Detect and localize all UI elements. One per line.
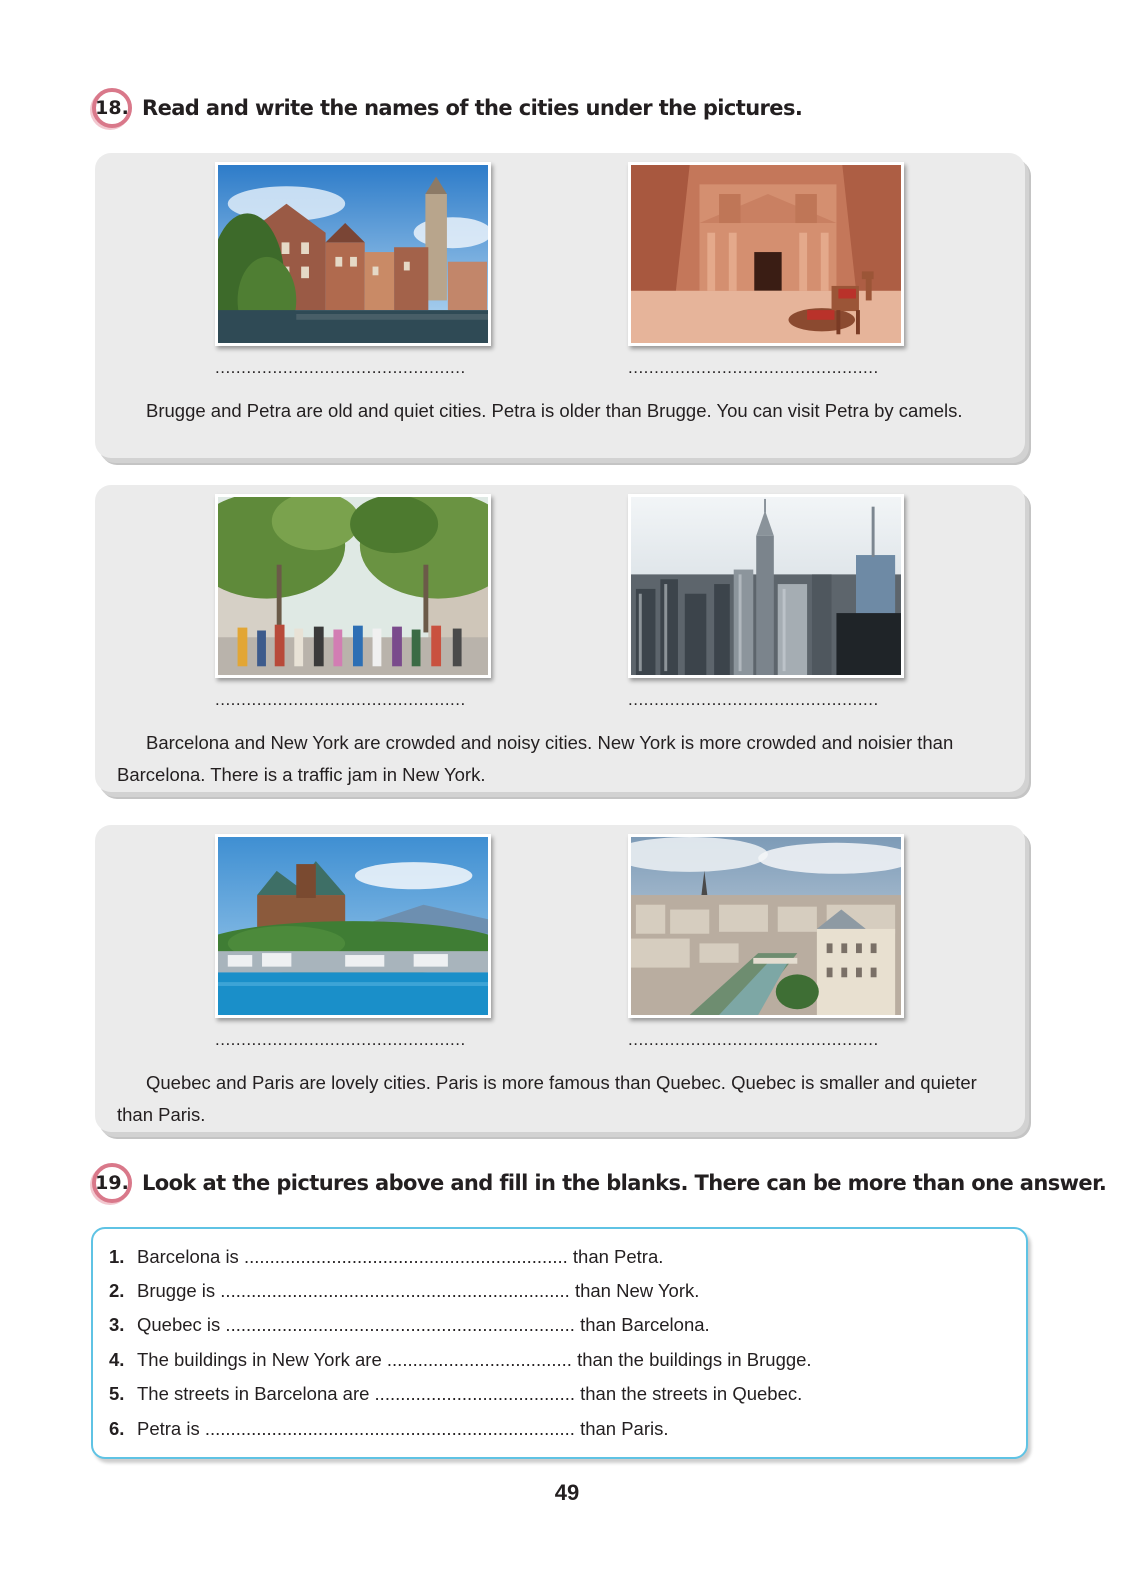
panel-2-text: Barcelona and New York are crowded and noisy cities. New York is more crowded and noisier than Barcelona. There is a traffic jam in New York. — [117, 732, 954, 785]
question-2[interactable] — [109, 1280, 699, 1302]
fill-in-the-blanks-box — [91, 1227, 1028, 1459]
question-number: 2. — [109, 1280, 125, 1301]
new-york-skyline-photo — [628, 494, 904, 678]
question-text: Brugge is .................................................................... than New York. — [137, 1280, 700, 1301]
answer-blank-barcelona[interactable]: ................................................ — [215, 690, 466, 709]
question-text: Petra is ........................................................................ than Paris. — [137, 1418, 669, 1439]
answer-blank-new-york[interactable]: ................................................ — [628, 690, 879, 709]
question-number: 4. — [109, 1349, 125, 1370]
answer-blank-quebec[interactable]: ................................................ — [215, 1030, 466, 1049]
question-text: Barcelona is ............................................................... than Petra. — [137, 1246, 664, 1267]
page-number: 49 — [554, 1480, 580, 1505]
question-text: The streets in Barcelona are ....................................... than the streets in Quebec. — [137, 1383, 803, 1404]
exercise-18-header — [92, 88, 802, 128]
exercise-18-number: 18. — [92, 88, 132, 128]
quebec-city-photo — [215, 834, 491, 1018]
barcelona-street-photo — [215, 494, 491, 678]
question-6[interactable] — [109, 1418, 669, 1440]
question-number: 1. — [109, 1246, 125, 1267]
question-1[interactable] — [109, 1246, 663, 1268]
petra-treasury-photo — [628, 162, 904, 346]
question-5[interactable] — [109, 1383, 802, 1405]
exercise-19-number: 19. — [92, 1163, 132, 1203]
exercise-19-title: Look at the pictures above and fill in the blanks. There can be more than one answer. — [142, 1171, 1107, 1195]
exercise-19-header — [92, 1163, 1106, 1203]
brugge-canal-photo — [215, 162, 491, 346]
question-number: 3. — [109, 1314, 125, 1335]
question-3[interactable] — [109, 1314, 710, 1336]
city-panel-brugge-petra — [95, 153, 1025, 458]
question-number: 6. — [109, 1418, 125, 1439]
answer-blank-paris[interactable]: ................................................ — [628, 1030, 879, 1049]
city-panel-quebec-paris — [95, 825, 1025, 1132]
city-panel-barcelona-newyork — [95, 485, 1025, 792]
question-number: 5. — [109, 1383, 125, 1404]
exercise-18-title: Read and write the names of the cities under the pictures. — [142, 96, 803, 120]
question-text: The buildings in New York are .................................... than the buildings in Brugge. — [137, 1349, 812, 1370]
panel-3-text: Quebec and Paris are lovely cities. Paris is more famous than Quebec. Quebec is smaller and quieter than Paris. — [117, 1072, 977, 1125]
paris-panorama-photo — [628, 834, 904, 1018]
question-text: Quebec is .................................................................... than Barcelona. — [137, 1314, 710, 1335]
panel-1-text: Brugge and Petra are old and quiet cities. Petra is older than Brugge. You can visit Petra by camels. — [146, 400, 963, 421]
answer-blank-petra[interactable]: ................................................ — [628, 358, 879, 377]
answer-blank-brugge[interactable]: ................................................ — [215, 358, 466, 377]
question-4[interactable] — [109, 1349, 812, 1371]
